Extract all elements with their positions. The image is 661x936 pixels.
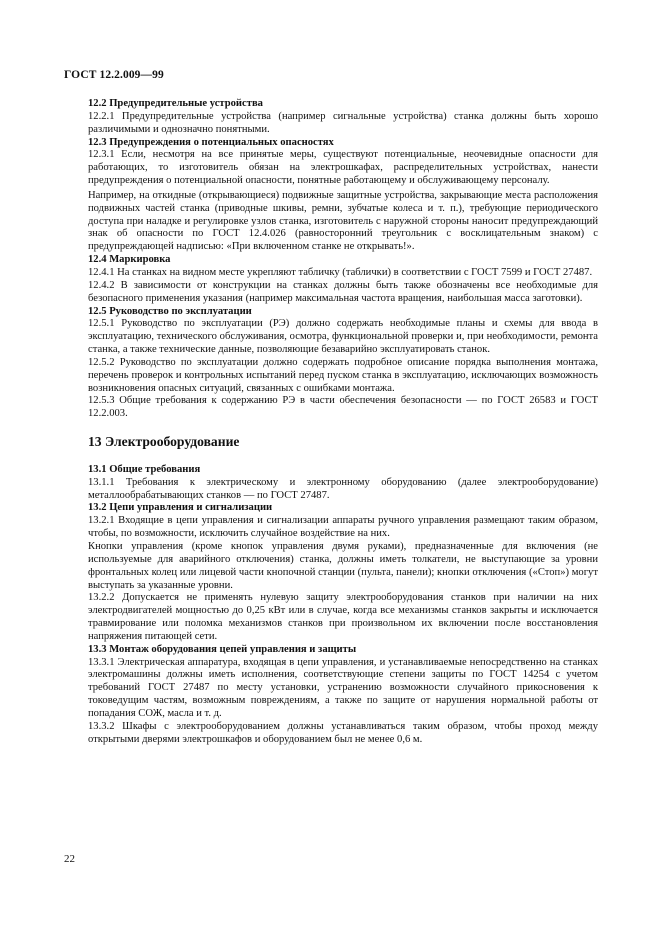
paragraph: 13.2.1 Входящие в цепи управления и сигнализации аппараты ручного управления размещают таким образом, чтобы, по возможности, исключить случайное воздействие на них. [88, 515, 598, 540]
paragraph: 13.3.2 Шкафы с электрооборудованием должны устанавливаться таким образом, чтобы проход между открытыми дверями электрошкафов и оборудованием был не менее 0,6 м. [88, 720, 598, 745]
paragraph: 12.5.2 Руководство по эксплуатации должно содержать подробное описание порядка выполнения монтажа, перечень проверок и контрольных испытаний перед пуском станка в эксплуатацию, исключающих возможность возникновения опасных ситуаций, связанных с ошибками монтажа. [88, 356, 598, 394]
paragraph: 13.3.1 Электрическая аппаратура, входящая в цепи управления, и устанавливаемые непосредственно на станках электромашины должны иметь исполнения, соответствующие степени защиты по ГОСТ 14254 с учетом требований ГОСТ 27487 по месту установки, устранению возможности случайного прикосновения к токоведущим частям, возможным повреждениям, а также по защите от нарушения нормальной работы от попадания СОЖ, масла и т. д. [88, 656, 598, 719]
chapter-heading: 13 Электрооборудование [88, 434, 240, 450]
paragraph: 12.2.1 Предупредительные устройства (например сигнальные устройства) станка должны быть хорошо различимыми и однозначно понятными. [88, 110, 598, 135]
section-heading: 12.5 Руководство по эксплуатации [88, 305, 252, 317]
paragraph: 13.2.2 Допускается не применять нулевую защиту электрооборудования станков при наличии на них электродвигателей мощностью до 0,25 кВт или в случае, когда все механизмы станков закрыты и исключается травмирование или поломка механизмов станков при произвольном их включении после восстановления напряжения питающей сети. [88, 592, 598, 642]
section-heading: 12.4 Маркировка [88, 254, 171, 266]
paragraph: 12.4.2 В зависимости от конструкции на станках должны быть также обозначены все необходимые для безопасного применения указания (например максимальная частота вращения, наибольшая масса заготовки). [88, 279, 598, 304]
paragraph: Кнопки управления (кроме кнопок управления двумя руками), предназначенные для включения (не используемые для аварийного отключения) станка, должны иметь толкатели, не выступающие за уровни фронтальных колец или лицевой части кнопочной станции (пульта, панели); кнопки отключения («Стоп») могут выступать за указанные уровни. [88, 541, 598, 591]
paragraph: 12.5.1 Руководство по эксплуатации (РЭ) должно содержать необходимые планы и схемы для ввода в эксплуатацию, технического обслуживания, осмотра, функциональной проверки и, при необходимости, ремонта станка, а также технические данные, позволяющие безаварийно эксплуатировать станок. [88, 318, 598, 356]
paragraph: 12.5.3 Общие требования к содержанию РЭ в части обеспечения безопасности — по ГОСТ 26583 и ГОСТ 12.2.003. [88, 395, 598, 420]
document-body [88, 98, 598, 747]
paragraph: 12.4.1 На станках на видном месте укрепляют табличку (таблички) в соответствии с ГОСТ 7599 и ГОСТ 27487. [88, 266, 593, 278]
section-heading: 12.3 Предупреждения о потенциальных опасностях [88, 136, 334, 148]
page-number: 22 [64, 853, 75, 865]
section-heading: 13.2 Цепи управления и сигнализации [88, 502, 273, 514]
document-header: ГОСТ 12.2.009—99 [64, 69, 164, 81]
section-heading: 13.3 Монтаж оборудования цепей управления и защиты [88, 643, 357, 655]
paragraph: Например, на откидные (открывающиеся) подвижные защитные устройства, закрывающие места расположения подвижных частей станка (приводные шкивы, ремни, зубчатые колеса и т. п.), требующие периодического доступа при наладке и регулировке узлов станка, изготовитель с наружной стороны наносит предупреждающий знак об опасности по ГОСТ 12.4.026 (равносторонний треугольник с восклицательным знаком) с предупреждающей надписью: «При включенном станке не открывать!». [88, 189, 598, 253]
section-heading: 13.1 Общие требования [88, 463, 201, 475]
paragraph: 12.3.1 Если, несмотря на все принятые меры, существуют потенциальные, неочевидные опасности для работающих, то изготовитель обязан на электрошкафах, распределительных устройствах, нанести предупреждения о потенциальной опасности, понятные работающему и обслуживающему персоналу. [88, 149, 598, 187]
section-heading: 12.2 Предупредительные устройства [88, 98, 263, 109]
paragraph: 13.1.1 Требования к электрическому и электронному оборудованию (далее электрооборудование) металлообрабатывающих станков — по ГОСТ 27487. [88, 476, 598, 501]
